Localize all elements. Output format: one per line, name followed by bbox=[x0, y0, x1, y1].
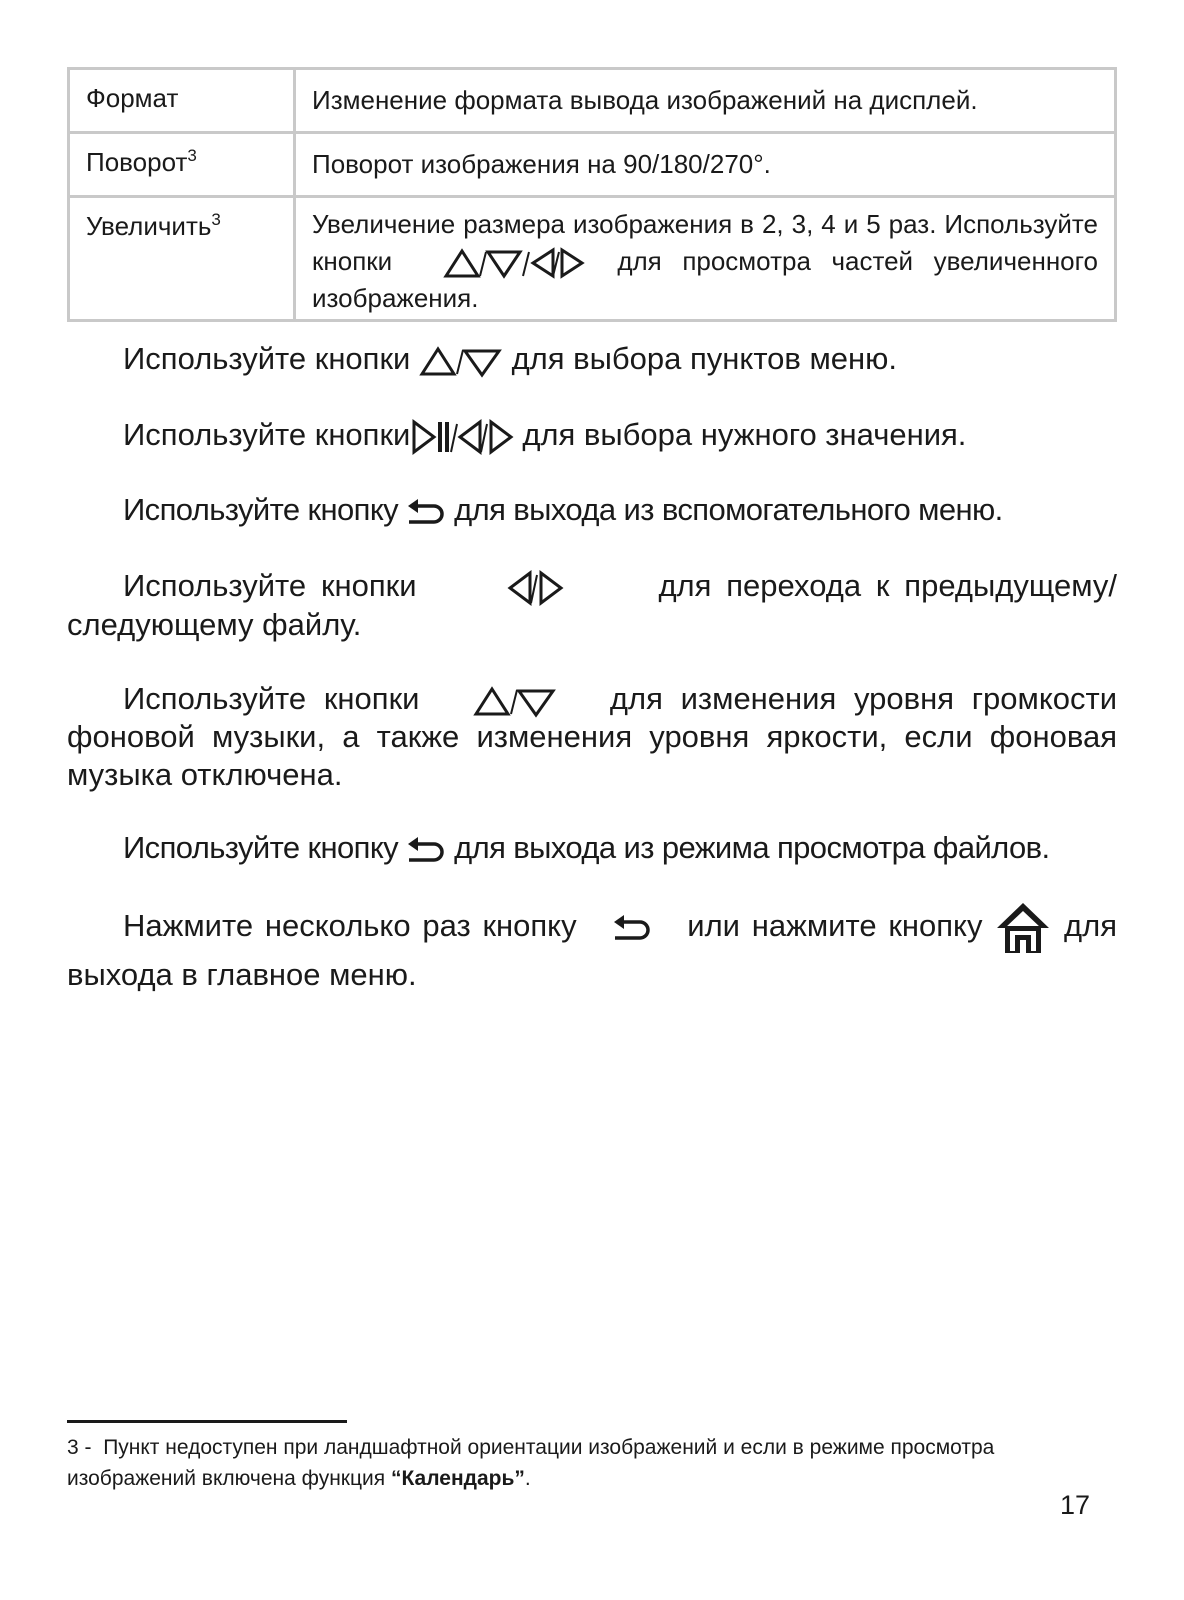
up-down-icon bbox=[473, 684, 557, 718]
desc-text: Увеличение размера изображения в 2, 3, 4 и 5 раз. Используйте кнопки bbox=[312, 209, 1098, 276]
para-text: для выхода из вспомогательного меню. bbox=[454, 492, 1003, 527]
return-icon bbox=[406, 835, 446, 865]
para-text: для перехода к предыдущему/ следующему файлу. bbox=[67, 568, 1118, 642]
para-text: для выбора нужного значения. bbox=[522, 417, 967, 452]
footnote bbox=[67, 1432, 1067, 1494]
footnote-divider bbox=[67, 1420, 347, 1423]
para-text: Используйте кнопки bbox=[123, 568, 417, 603]
play-pause-left-right-icon bbox=[410, 419, 522, 455]
para-text: Нажмите несколько раз кнопку bbox=[123, 908, 577, 944]
para-text: Используйте кнопки bbox=[123, 341, 411, 376]
para-text: Используйте кнопку bbox=[123, 492, 399, 527]
desc-text: для просмотра частей увеличенного изображения. bbox=[312, 246, 1099, 314]
left-right-icon bbox=[506, 570, 570, 606]
table-row bbox=[70, 134, 1114, 198]
settings-table bbox=[67, 67, 1117, 322]
para-text: для изменения уровня громкости фоновой музыки, а также изменения уровня яркости, если фоновая музыка отключена. bbox=[67, 681, 1118, 792]
para-text: для выхода в главное меню. bbox=[67, 908, 1117, 992]
paragraph bbox=[67, 567, 1117, 644]
table-desc: Изменение формата вывода изображений на дисплей. bbox=[312, 85, 978, 115]
para-text: или нажмите кнопку bbox=[687, 908, 983, 944]
paragraph bbox=[67, 416, 1117, 455]
footnote-ref: 3 bbox=[187, 146, 197, 165]
footnote-number: 3 - bbox=[67, 1436, 92, 1459]
para-text: для выбора пунктов меню. bbox=[511, 341, 898, 376]
up-down-icon bbox=[419, 344, 503, 378]
return-icon bbox=[612, 913, 652, 943]
label-text: Увеличить bbox=[86, 211, 212, 241]
para-text: Используйте кнопки bbox=[123, 417, 411, 452]
footnote-ref: 3 bbox=[211, 210, 221, 229]
paragraph bbox=[67, 340, 1117, 378]
label-text: Поворот bbox=[86, 147, 188, 177]
paragraph bbox=[67, 900, 1117, 994]
table-label bbox=[70, 198, 296, 319]
footnote-text-end: . bbox=[524, 1467, 531, 1490]
home-icon bbox=[994, 900, 1052, 956]
footnote-bold-text: “Календарь” bbox=[390, 1467, 525, 1490]
table-label bbox=[70, 134, 296, 195]
page-number: 17 bbox=[1060, 1490, 1091, 1520]
table-row bbox=[70, 70, 1114, 134]
table-desc bbox=[296, 198, 1114, 319]
footnote-text: Пункт недоступен при ландшафтной ориентации изображений и если в режиме просмотра изображений включена функция bbox=[67, 1436, 995, 1490]
table-label bbox=[70, 70, 296, 131]
paragraph bbox=[67, 829, 1117, 867]
para-text: Используйте кнопки bbox=[123, 681, 420, 716]
table-desc: Поворот изображения на 90/180/270°. bbox=[312, 149, 771, 179]
table-row bbox=[70, 198, 1114, 319]
return-icon bbox=[406, 497, 446, 527]
para-text: для выхода из режима просмотра файлов. bbox=[454, 830, 1050, 865]
paragraph bbox=[67, 680, 1117, 794]
up-down-left-right-icon bbox=[443, 246, 587, 280]
paragraph bbox=[67, 491, 1117, 529]
para-text: Используйте кнопку bbox=[123, 830, 399, 865]
label-text: Формат bbox=[86, 83, 179, 113]
